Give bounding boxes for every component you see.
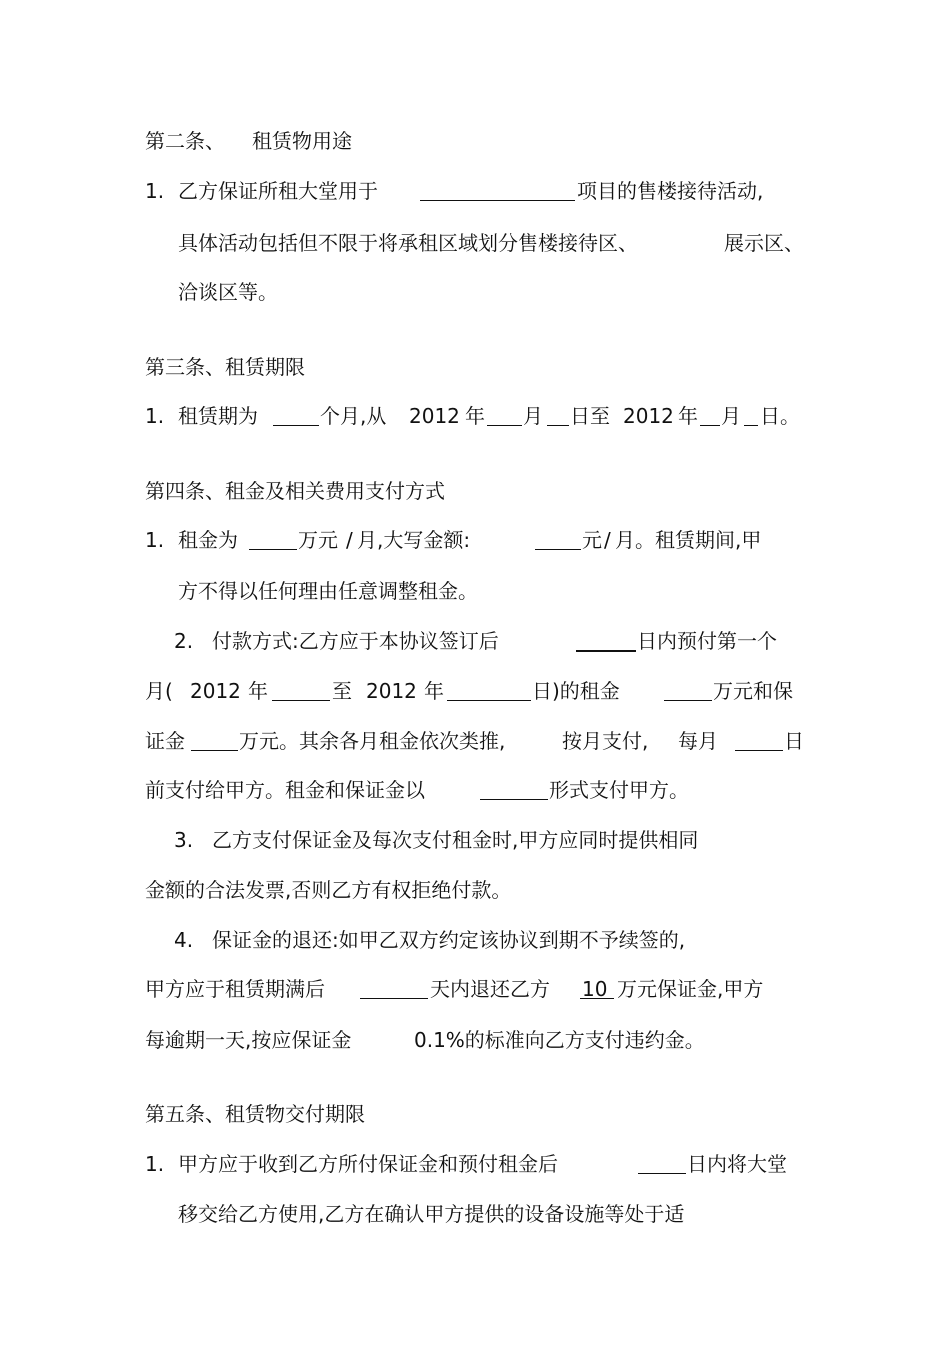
- article-2-item-1-line-1: [0, 175, 950, 207]
- period-start-blank: [272, 700, 330, 701]
- article-4-item-1-line-1: [0, 524, 950, 556]
- deposit-value: 10: [582, 977, 608, 1001]
- text: 形式支付甲方。: [549, 778, 689, 802]
- text: 年: [465, 404, 485, 428]
- text: 保证金的退还:如甲乙双方约定该协议到期不予续签的,: [212, 928, 686, 952]
- refund-days-blank: [360, 998, 428, 999]
- text: 万元。其余各月租金依次类推,: [239, 729, 506, 753]
- deposit-value-underline: [580, 998, 614, 999]
- text: 证金: [145, 729, 185, 753]
- item-number: 1.: [145, 1152, 165, 1176]
- text: 前支付给甲方。租金和保证金以: [145, 778, 425, 802]
- text: 月: [721, 404, 741, 428]
- article-2-item-1-line-3: [0, 276, 950, 308]
- handover-days-blank: [638, 1173, 686, 1174]
- monthly-due-day-blank: [735, 750, 783, 751]
- text: 天内退还乙方: [430, 977, 550, 1001]
- text: 月,大写金额:: [357, 528, 471, 552]
- item-number: 1.: [145, 179, 165, 203]
- rent-amount-blank: [249, 549, 297, 550]
- payment-form-blank: [480, 799, 548, 800]
- article-2-title: 租赁物用途: [252, 129, 352, 153]
- text: 日)的租金: [532, 679, 620, 703]
- year-text: 2012: [409, 404, 460, 428]
- text: 日: [784, 729, 804, 753]
- project-name-blank: [420, 200, 575, 201]
- start-month-blank: [487, 425, 522, 426]
- year-text: 2012: [366, 679, 417, 703]
- text: 个月,从: [320, 404, 387, 428]
- text: 0.1%的标准向乙方支付违约金。: [414, 1028, 705, 1052]
- text: 项目的售楼接待活动,: [577, 179, 764, 203]
- article-2-heading: [0, 125, 950, 157]
- text: 日。: [760, 404, 800, 428]
- article-5-item-1-line-2: [0, 1198, 950, 1230]
- article-3-item-1: [0, 400, 950, 432]
- text: /: [346, 528, 353, 552]
- text: 乙方支付保证金及每次支付租金时,甲方应同时提供相同: [212, 828, 699, 852]
- text: 万元: [298, 528, 338, 552]
- text: 按月支付,: [562, 729, 649, 753]
- text: 日内预付第一个: [637, 629, 777, 653]
- year-text: 2012: [190, 679, 241, 703]
- text: 年: [678, 404, 698, 428]
- text: 甲方应于租赁期满后: [145, 977, 325, 1001]
- text: 付款方式:乙方应于本协议签订后: [212, 629, 499, 653]
- text: 方不得以任何理由任意调整租金。: [178, 579, 478, 603]
- rent-uppercase-blank: [535, 549, 581, 550]
- article-4-item-2-line-1: [0, 625, 950, 657]
- text: 移交给乙方使用,乙方在确认甲方提供的设备设施等处于适: [178, 1202, 685, 1226]
- deposit-amount-blank: [191, 750, 238, 751]
- article-5-item-1-line-1: [0, 1148, 950, 1180]
- article-3-title: 第三条、租赁期限: [145, 355, 305, 379]
- article-5-title: 第五条、租赁物交付期限: [145, 1102, 365, 1126]
- prepay-days-blank: [576, 650, 636, 652]
- end-month-blank: [700, 425, 720, 426]
- article-3-heading: [0, 351, 950, 383]
- text: 月(: [145, 679, 173, 703]
- text: 展示区、: [724, 231, 804, 255]
- article-4-item-1-line-2: [0, 575, 950, 607]
- text: 每月: [678, 729, 718, 753]
- article-4-item-3-line-2: [0, 874, 950, 906]
- text: 甲方应于收到乙方所付保证金和预付租金后: [178, 1152, 558, 1176]
- article-4-item-4-line-2: [0, 973, 950, 1005]
- first-rent-blank: [664, 700, 712, 701]
- item-number: 1.: [145, 528, 165, 552]
- text: 日至: [570, 404, 610, 428]
- text: 金额的合法发票,否则乙方有权拒绝付款。: [145, 878, 512, 902]
- article-4-item-4-line-1: [0, 924, 950, 956]
- item-number: 2.: [174, 629, 194, 653]
- article-2-item-1-line-2: [0, 227, 950, 259]
- text: /: [604, 528, 611, 552]
- article-4-item-2-line-3: [0, 725, 950, 757]
- article-4-item-2-line-4: [0, 774, 950, 806]
- item-number: 3.: [174, 828, 194, 852]
- text: 元: [582, 528, 602, 552]
- text: 年: [424, 679, 444, 703]
- article-4-item-2-line-2: [0, 675, 950, 707]
- item-number: 1.: [145, 404, 165, 428]
- item-number: 4.: [174, 928, 194, 952]
- article-4-item-4-line-3: [0, 1024, 950, 1056]
- article-5-heading: [0, 1098, 950, 1130]
- text: 租赁期为: [178, 404, 258, 428]
- text: 月。租赁期间,甲: [615, 528, 762, 552]
- article-4-item-3-line-1: [0, 824, 950, 856]
- text: 租金为: [178, 528, 238, 552]
- text: 月: [523, 404, 543, 428]
- text: 万元和保: [713, 679, 793, 703]
- text: 年: [248, 679, 268, 703]
- text: 日内将大堂: [687, 1152, 787, 1176]
- text: 具体活动包括但不限于将承租区域划分售楼接待区、: [178, 231, 638, 255]
- period-end-blank: [447, 700, 531, 701]
- text: 乙方保证所租大堂用于: [178, 179, 378, 203]
- months-blank: [273, 425, 319, 426]
- article-4-heading: [0, 475, 950, 507]
- year-text: 2012: [623, 404, 674, 428]
- text: 洽谈区等。: [178, 280, 278, 304]
- start-day-blank: [547, 425, 569, 426]
- end-day-blank: [744, 425, 758, 426]
- text: 至: [332, 679, 352, 703]
- article-2-number: 第二条、: [145, 129, 225, 153]
- text: 万元保证金,甲方: [617, 977, 764, 1001]
- text: 每逾期一天,按应保证金: [145, 1028, 352, 1052]
- article-4-title: 第四条、租金及相关费用支付方式: [145, 479, 445, 503]
